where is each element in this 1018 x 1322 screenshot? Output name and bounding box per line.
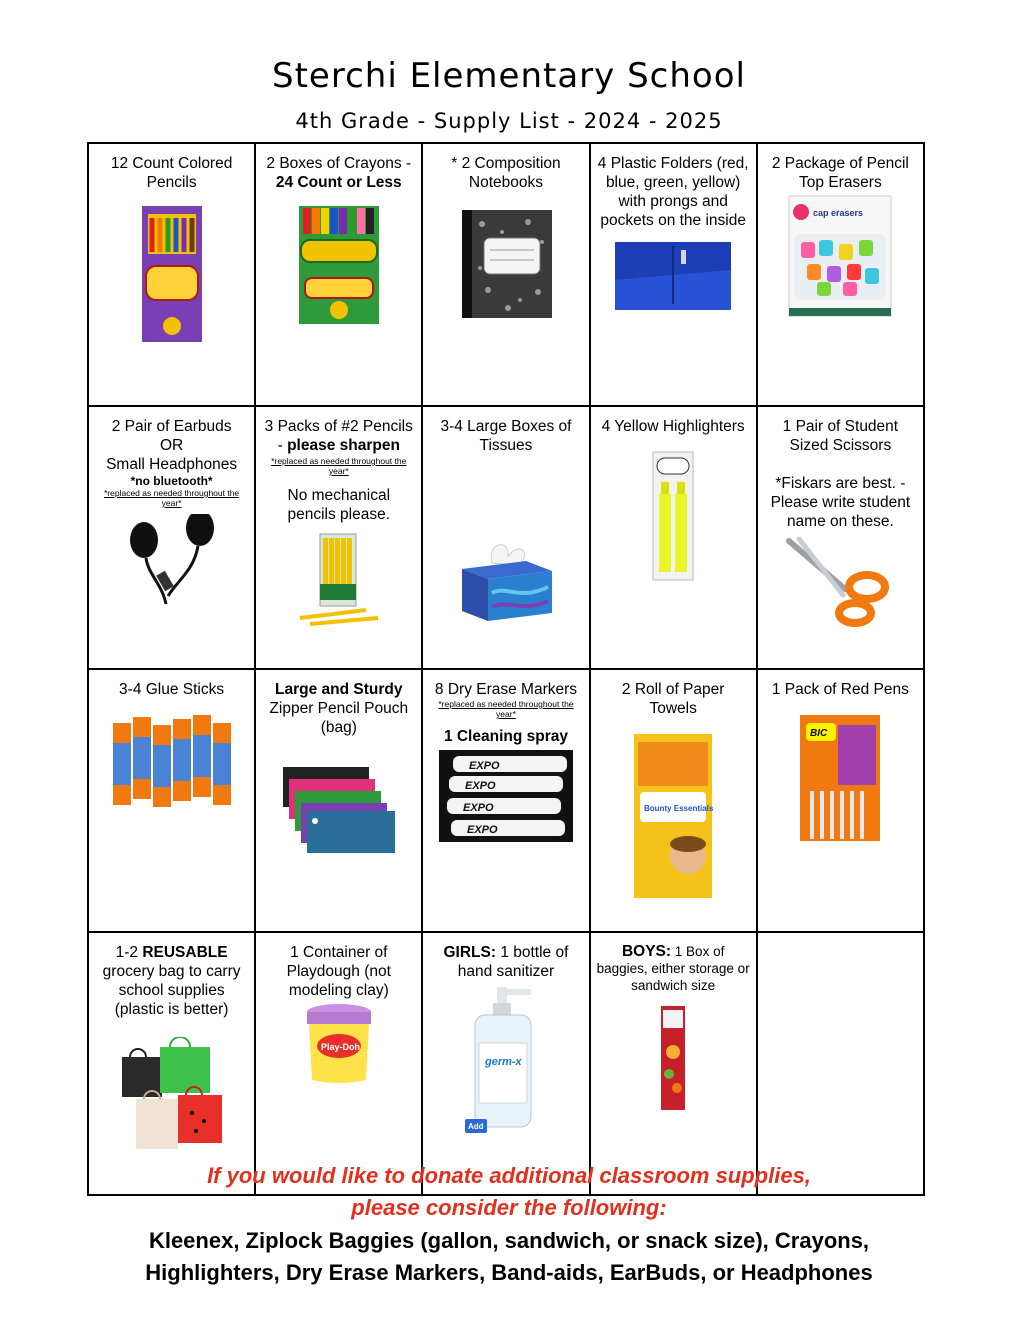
supply-label: OR xyxy=(159,437,184,454)
supply-cell-sanitizer xyxy=(422,932,589,1195)
supply-cell-empty xyxy=(757,932,924,1195)
towels-brand: Bounty Essentials xyxy=(644,804,714,813)
supply-cell-towels xyxy=(590,669,757,932)
table-row xyxy=(88,669,924,932)
supply-label: Small Headphones xyxy=(106,456,238,473)
supply-cell-glue xyxy=(88,669,255,932)
supply-label: 1 bottle of hand sanitizer xyxy=(457,944,569,980)
supply-label: 1-2 xyxy=(115,944,143,961)
marker-brand: EXPO xyxy=(468,760,500,772)
supply-label: 2 Pair of Earbuds xyxy=(111,418,232,435)
supply-note: *replaced as needed throughout the year* xyxy=(438,699,574,719)
blue-folder-icon xyxy=(613,240,733,312)
expo-markers-icon xyxy=(439,750,573,842)
donate-items-line1: Kleenex, Ziplock Baggies (gallon, sandwich, or snack size), Crayons, xyxy=(148,1228,870,1253)
add-badge[interactable]: Add xyxy=(467,1122,484,1131)
pencil-pouches-icon xyxy=(279,765,399,855)
supply-note: *replaced as needed throughout the year* xyxy=(104,488,240,508)
paper-towels-icon xyxy=(632,732,714,900)
supply-label: Zipper Pencil Pouch (bag) xyxy=(269,700,409,736)
page-title: Sterchi Elementary School xyxy=(272,56,746,96)
supply-label: 4 Yellow Highlighters xyxy=(601,418,745,435)
supply-cell-pouch xyxy=(255,669,422,932)
reusable-bags-icon xyxy=(120,1037,224,1157)
erasers-pack-text: cap erasers xyxy=(813,208,864,218)
supply-cell-earbuds xyxy=(88,406,255,669)
supply-label: grocery bag to carry school supplies (plastic is better) xyxy=(102,963,241,1018)
marker-brand: EXPO xyxy=(462,802,494,814)
scissors-icon xyxy=(785,537,895,627)
marker-brand: EXPO xyxy=(464,780,496,792)
pens-brand: BIC xyxy=(810,728,828,739)
supply-label: 8 Dry Erase Markers xyxy=(434,681,578,698)
hand-sanitizer-icon xyxy=(461,985,551,1135)
donate-items-line2: Highlighters, Dry Erase Markers, Band-aids, EarBuds, or Headphones xyxy=(145,1260,873,1285)
supply-cell-scissors xyxy=(757,406,924,669)
sanitizer-brand: germ-x xyxy=(484,1056,522,1068)
cap-erasers-icon xyxy=(787,194,893,318)
colored-pencils-icon xyxy=(140,204,204,344)
supply-label-bold: 24 Count or Less xyxy=(275,174,402,191)
red-pens-icon xyxy=(798,707,882,843)
supply-cell-colored-pencils xyxy=(88,143,255,406)
supply-label-bold: BOYS: xyxy=(621,943,672,960)
supply-cell-pencils xyxy=(255,406,422,669)
supply-note: *replaced as needed throughout the year* xyxy=(271,456,407,476)
supply-cell-highlighters xyxy=(590,406,757,669)
supply-label: 3 Packs of #2 Pencils - xyxy=(264,418,413,454)
supply-cell-crayons xyxy=(255,143,422,406)
supply-table xyxy=(87,142,925,1196)
supply-cell-baggies xyxy=(590,932,757,1195)
supply-cell-tissues xyxy=(422,406,589,669)
supply-label: 3-4 Glue Sticks xyxy=(119,681,225,698)
pencil-pack-icon xyxy=(296,532,382,628)
supply-label: 2 Roll of Paper Towels xyxy=(621,681,725,717)
supply-extra: 1 Cleaning spray xyxy=(443,728,568,745)
supply-label-bold: Large and Sturdy xyxy=(275,681,403,698)
supply-cell-folders xyxy=(590,143,757,406)
supply-extra: *Fiskars are best. - Please write student name on these. xyxy=(770,475,911,530)
playdough-brand: Play-Doh xyxy=(320,1042,360,1052)
glue-sticks-icon xyxy=(109,713,235,813)
supply-label-bold: please sharpen xyxy=(287,437,400,454)
composition-notebook-icon xyxy=(458,208,554,320)
marker-brand: EXPO xyxy=(466,824,498,836)
supply-label: 1 Container of Playdough (not modeling clay) xyxy=(286,944,391,999)
table-row xyxy=(88,932,924,1195)
supply-cell-notebooks xyxy=(422,143,589,406)
table-row xyxy=(88,143,924,406)
supply-label: 2 Package of Pencil Top Erasers xyxy=(771,155,909,191)
supply-label-bold: REUSABLE xyxy=(142,944,228,961)
highlighters-icon xyxy=(651,450,695,582)
supply-label-bold: *no bluetooth* xyxy=(130,474,213,488)
page-subtitle: 4th Grade - Supply List - 2024 - 2025 xyxy=(295,109,723,133)
supply-label: 3-4 Large Boxes of Tissues xyxy=(440,418,572,454)
supply-cell-playdough xyxy=(255,932,422,1195)
storage-baggies-icon xyxy=(659,1004,687,1112)
supply-label: 1 Pack of Red Pens xyxy=(771,681,909,698)
supply-cell-red-pens xyxy=(757,669,924,932)
crayons-icon xyxy=(297,204,381,326)
supply-cell-bags xyxy=(88,932,255,1195)
supply-label-bold: GIRLS: xyxy=(443,944,497,961)
donate-heading-line1: If you would like to donate additional classroom supplies, xyxy=(207,1163,811,1188)
supply-label: 12 Count Colored Pencils xyxy=(110,155,233,191)
playdough-tub-icon xyxy=(304,1002,374,1086)
supply-cell-markers xyxy=(422,669,589,932)
earbuds-icon xyxy=(122,514,222,610)
table-row xyxy=(88,406,924,669)
supply-extra: No mechanical pencils please. xyxy=(287,487,391,523)
supply-label: 1 Pair of Student Sized Scissors xyxy=(782,418,899,454)
supply-label: 1 Box of baggies, either storage or sandwich size xyxy=(596,944,750,993)
donate-heading-line2: please consider the following: xyxy=(351,1195,667,1220)
tissue-box-icon xyxy=(456,535,556,625)
supply-label: 4 Plastic Folders (red, blue, green, yellow) with prongs and pockets on the inside xyxy=(597,155,749,229)
supply-label: 2 Boxes of Crayons - xyxy=(266,155,412,172)
supply-cell-erasers xyxy=(757,143,924,406)
supply-label: * 2 Composition Notebooks xyxy=(451,155,561,191)
